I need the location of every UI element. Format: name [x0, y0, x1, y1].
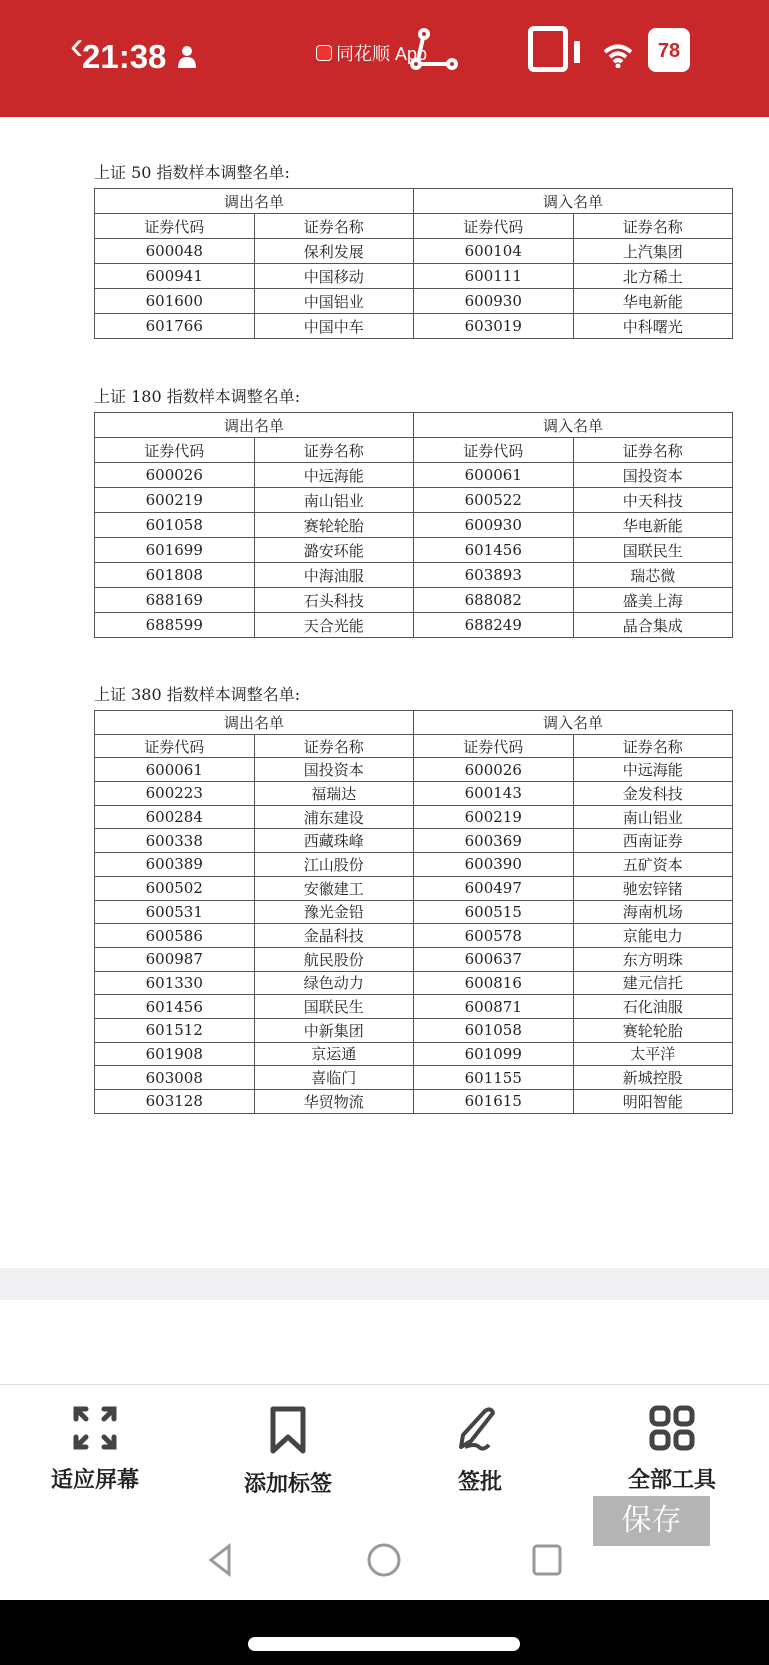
column-header: 证券代码 — [95, 438, 255, 463]
security-code: 600930 — [414, 513, 574, 538]
security-code: 600284 — [95, 805, 255, 829]
security-code: 603893 — [414, 563, 574, 588]
table-title: 上证 50 指数样本调整名单: — [94, 163, 290, 182]
table-row — [95, 488, 733, 513]
security-name: 江山股份 — [254, 853, 414, 877]
security-code: 600930 — [414, 289, 574, 314]
table-row — [95, 805, 733, 829]
security-name: 新城控股 — [573, 1066, 733, 1090]
security-code: 600586 — [95, 924, 255, 948]
security-name: 潞安环能 — [254, 538, 414, 563]
add-bookmark-button[interactable] — [213, 1405, 363, 1498]
security-name: 中海油服 — [254, 563, 414, 588]
security-code: 600219 — [95, 488, 255, 513]
column-header: 证券代码 — [414, 734, 574, 758]
expand-icon — [72, 1405, 118, 1451]
security-name: 华电新能 — [573, 513, 733, 538]
column-header: 证券名称 — [254, 438, 414, 463]
security-code: 601699 — [95, 538, 255, 563]
security-code: 600111 — [414, 264, 574, 289]
security-name: 华电新能 — [573, 289, 733, 314]
page-separator — [0, 1268, 769, 1300]
security-code: 688169 — [95, 588, 255, 613]
security-code: 601615 — [414, 1090, 574, 1114]
security-name: 东方明珠 — [573, 947, 733, 971]
column-header-row — [95, 438, 733, 463]
table-row — [95, 588, 733, 613]
table-section — [94, 160, 733, 339]
adjustment-table — [94, 188, 733, 339]
app-header — [0, 0, 769, 117]
security-name: 中天科技 — [573, 488, 733, 513]
security-code: 603008 — [95, 1066, 255, 1090]
security-code: 600369 — [414, 829, 574, 853]
sign-label: 签批 — [457, 1469, 502, 1494]
table-row — [95, 538, 733, 563]
app-name-label: 同花顺 App — [336, 44, 428, 64]
security-name: 京能电力 — [573, 924, 733, 948]
security-name: 明阳智能 — [573, 1090, 733, 1114]
security-name: 石化油服 — [573, 995, 733, 1019]
security-code: 600531 — [95, 900, 255, 924]
security-name: 福瑞达 — [254, 782, 414, 806]
security-name: 华贸物流 — [254, 1090, 414, 1114]
pen-icon — [455, 1405, 505, 1453]
security-name: 西南证券 — [573, 829, 733, 853]
security-name: 瑞芯微 — [573, 563, 733, 588]
table-row — [95, 876, 733, 900]
security-name: 上汽集团 — [573, 239, 733, 264]
column-header-row — [95, 214, 733, 239]
table-row — [95, 995, 733, 1019]
security-name: 五矿资本 — [573, 853, 733, 877]
security-name: 中远海能 — [254, 463, 414, 488]
table-row — [95, 900, 733, 924]
bookmark-icon — [265, 1405, 311, 1455]
security-code: 600987 — [95, 947, 255, 971]
nav-back-icon[interactable] — [205, 1540, 235, 1580]
security-name: 天合光能 — [254, 613, 414, 638]
security-name: 赛轮轮胎 — [573, 1018, 733, 1042]
security-code: 601058 — [95, 513, 255, 538]
table-row — [95, 1018, 733, 1042]
security-name: 中国移动 — [254, 264, 414, 289]
security-name: 北方稀土 — [573, 264, 733, 289]
security-name: 喜临门 — [254, 1066, 414, 1090]
security-code: 601058 — [414, 1018, 574, 1042]
security-name: 豫光金铅 — [254, 900, 414, 924]
security-code: 601908 — [95, 1042, 255, 1066]
sign-button[interactable] — [405, 1405, 555, 1496]
column-header: 证券名称 — [573, 438, 733, 463]
table-title: 上证 180 指数样本调整名单: — [94, 387, 301, 406]
grid-icon — [649, 1405, 695, 1451]
back-icon[interactable]: ‹ — [70, 24, 84, 68]
security-name: 赛轮轮胎 — [254, 513, 414, 538]
security-code: 601600 — [95, 289, 255, 314]
battery-saver-icon — [528, 26, 568, 72]
security-code: 688599 — [95, 613, 255, 638]
table-row — [95, 758, 733, 782]
column-header: 证券名称 — [573, 734, 733, 758]
security-code: 601456 — [95, 995, 255, 1019]
security-name: 保利发展 — [254, 239, 414, 264]
security-code: 600502 — [95, 876, 255, 900]
security-code: 600941 — [95, 264, 255, 289]
all-tools-label: 全部工具 — [627, 1467, 716, 1492]
added-list-header: 调入名单 — [414, 711, 733, 735]
security-name: 中远海能 — [573, 758, 733, 782]
security-code: 600048 — [95, 239, 255, 264]
table-row — [95, 239, 733, 264]
security-name: 航民股份 — [254, 947, 414, 971]
security-code: 600389 — [95, 853, 255, 877]
security-code: 601456 — [414, 538, 574, 563]
table-row — [95, 853, 733, 877]
group-header-row — [95, 711, 733, 735]
column-header: 证券代码 — [414, 214, 574, 239]
table-row — [95, 513, 733, 538]
table-row — [95, 264, 733, 289]
security-code: 601808 — [95, 563, 255, 588]
added-list-header: 调入名单 — [414, 413, 733, 438]
security-name: 南山铝业 — [573, 805, 733, 829]
security-code: 600871 — [414, 995, 574, 1019]
security-code: 600637 — [414, 947, 574, 971]
add-bookmark-label: 添加标签 — [243, 1471, 332, 1496]
security-name: 南山铝业 — [254, 488, 414, 513]
column-header-row — [95, 734, 733, 758]
table-row — [95, 1090, 733, 1114]
table-section — [94, 682, 733, 1114]
security-name: 中新集团 — [254, 1018, 414, 1042]
table-row — [95, 782, 733, 806]
security-name: 京运通 — [254, 1042, 414, 1066]
table-row — [95, 947, 733, 971]
table-title: 上证 380 指数样本调整名单: — [94, 685, 301, 704]
security-code: 600223 — [95, 782, 255, 806]
security-code: 600219 — [414, 805, 574, 829]
security-name: 石头科技 — [254, 588, 414, 613]
security-code: 600578 — [414, 924, 574, 948]
nav-recents-icon[interactable] — [530, 1540, 564, 1580]
security-name: 金晶科技 — [254, 924, 414, 948]
security-code: 601099 — [414, 1042, 574, 1066]
security-name: 中国铝业 — [254, 289, 414, 314]
security-code: 600061 — [414, 463, 574, 488]
security-name: 国联民生 — [573, 538, 733, 563]
table-row — [95, 924, 733, 948]
security-code: 600026 — [95, 463, 255, 488]
security-name: 西藏珠峰 — [254, 829, 414, 853]
security-name: 安徽建工 — [254, 876, 414, 900]
security-name: 晶合集成 — [573, 613, 733, 638]
security-code: 600390 — [414, 853, 574, 877]
column-header: 证券代码 — [414, 438, 574, 463]
table-row — [95, 463, 733, 488]
table-row — [95, 289, 733, 314]
table-row — [95, 1066, 733, 1090]
security-name: 浦东建设 — [254, 805, 414, 829]
security-code: 601155 — [414, 1066, 574, 1090]
table-row — [95, 971, 733, 995]
column-header: 证券名称 — [254, 734, 414, 758]
security-code: 600522 — [414, 488, 574, 513]
security-code: 600026 — [414, 758, 574, 782]
security-name: 太平洋 — [573, 1042, 733, 1066]
security-code: 601330 — [95, 971, 255, 995]
security-name: 建元信托 — [573, 971, 733, 995]
table-section — [94, 384, 733, 638]
battery-level: 78 — [648, 28, 690, 72]
security-code: 600497 — [414, 876, 574, 900]
status-time: 21:38 — [82, 38, 167, 75]
app-logo-icon — [316, 45, 332, 61]
all-tools-button[interactable] — [597, 1405, 747, 1494]
column-header: 证券名称 — [573, 214, 733, 239]
security-name: 盛美上海 — [573, 588, 733, 613]
security-code: 600104 — [414, 239, 574, 264]
table-row — [95, 829, 733, 853]
person-icon — [178, 44, 196, 68]
security-code: 601512 — [95, 1018, 255, 1042]
security-name: 金发科技 — [573, 782, 733, 806]
security-code: 600143 — [414, 782, 574, 806]
table-row — [95, 314, 733, 339]
table-row — [95, 1042, 733, 1066]
save-button[interactable]: 保存 — [593, 1496, 710, 1546]
removed-list-header: 调出名单 — [95, 711, 414, 735]
security-code: 688082 — [414, 588, 574, 613]
removed-list-header: 调出名单 — [95, 189, 414, 214]
gesture-bar — [0, 1600, 769, 1665]
security-code: 600816 — [414, 971, 574, 995]
security-code: 688249 — [414, 613, 574, 638]
column-header: 证券代码 — [95, 214, 255, 239]
home-indicator[interactable] — [248, 1637, 520, 1651]
table-row — [95, 563, 733, 588]
wifi-icon — [603, 44, 633, 68]
security-name: 海南机场 — [573, 900, 733, 924]
removed-list-header: 调出名单 — [95, 413, 414, 438]
adjustment-table — [94, 710, 733, 1114]
column-header: 证券名称 — [254, 214, 414, 239]
security-name: 中国中车 — [254, 314, 414, 339]
added-list-header: 调入名单 — [414, 189, 733, 214]
table-row — [95, 613, 733, 638]
bottom-toolbar — [0, 1384, 769, 1494]
nav-home-icon[interactable] — [366, 1540, 402, 1580]
column-header: 证券代码 — [95, 734, 255, 758]
security-name: 驰宏锌锗 — [573, 876, 733, 900]
group-header-row — [95, 413, 733, 438]
security-name: 中科曙光 — [573, 314, 733, 339]
group-header-row — [95, 189, 733, 214]
adjustment-table — [94, 412, 733, 638]
security-code: 601766 — [95, 314, 255, 339]
security-name: 国投资本 — [573, 463, 733, 488]
security-name: 国联民生 — [254, 995, 414, 1019]
fit-screen-label: 适应屏幕 — [50, 1467, 139, 1492]
fit-screen-button[interactable] — [20, 1405, 170, 1494]
security-code: 603128 — [95, 1090, 255, 1114]
security-code: 600338 — [95, 829, 255, 853]
security-code: 603019 — [414, 314, 574, 339]
security-name: 国投资本 — [254, 758, 414, 782]
security-code: 600061 — [95, 758, 255, 782]
security-code: 600515 — [414, 900, 574, 924]
share-icon[interactable] — [410, 28, 460, 72]
security-name: 绿色动力 — [254, 971, 414, 995]
